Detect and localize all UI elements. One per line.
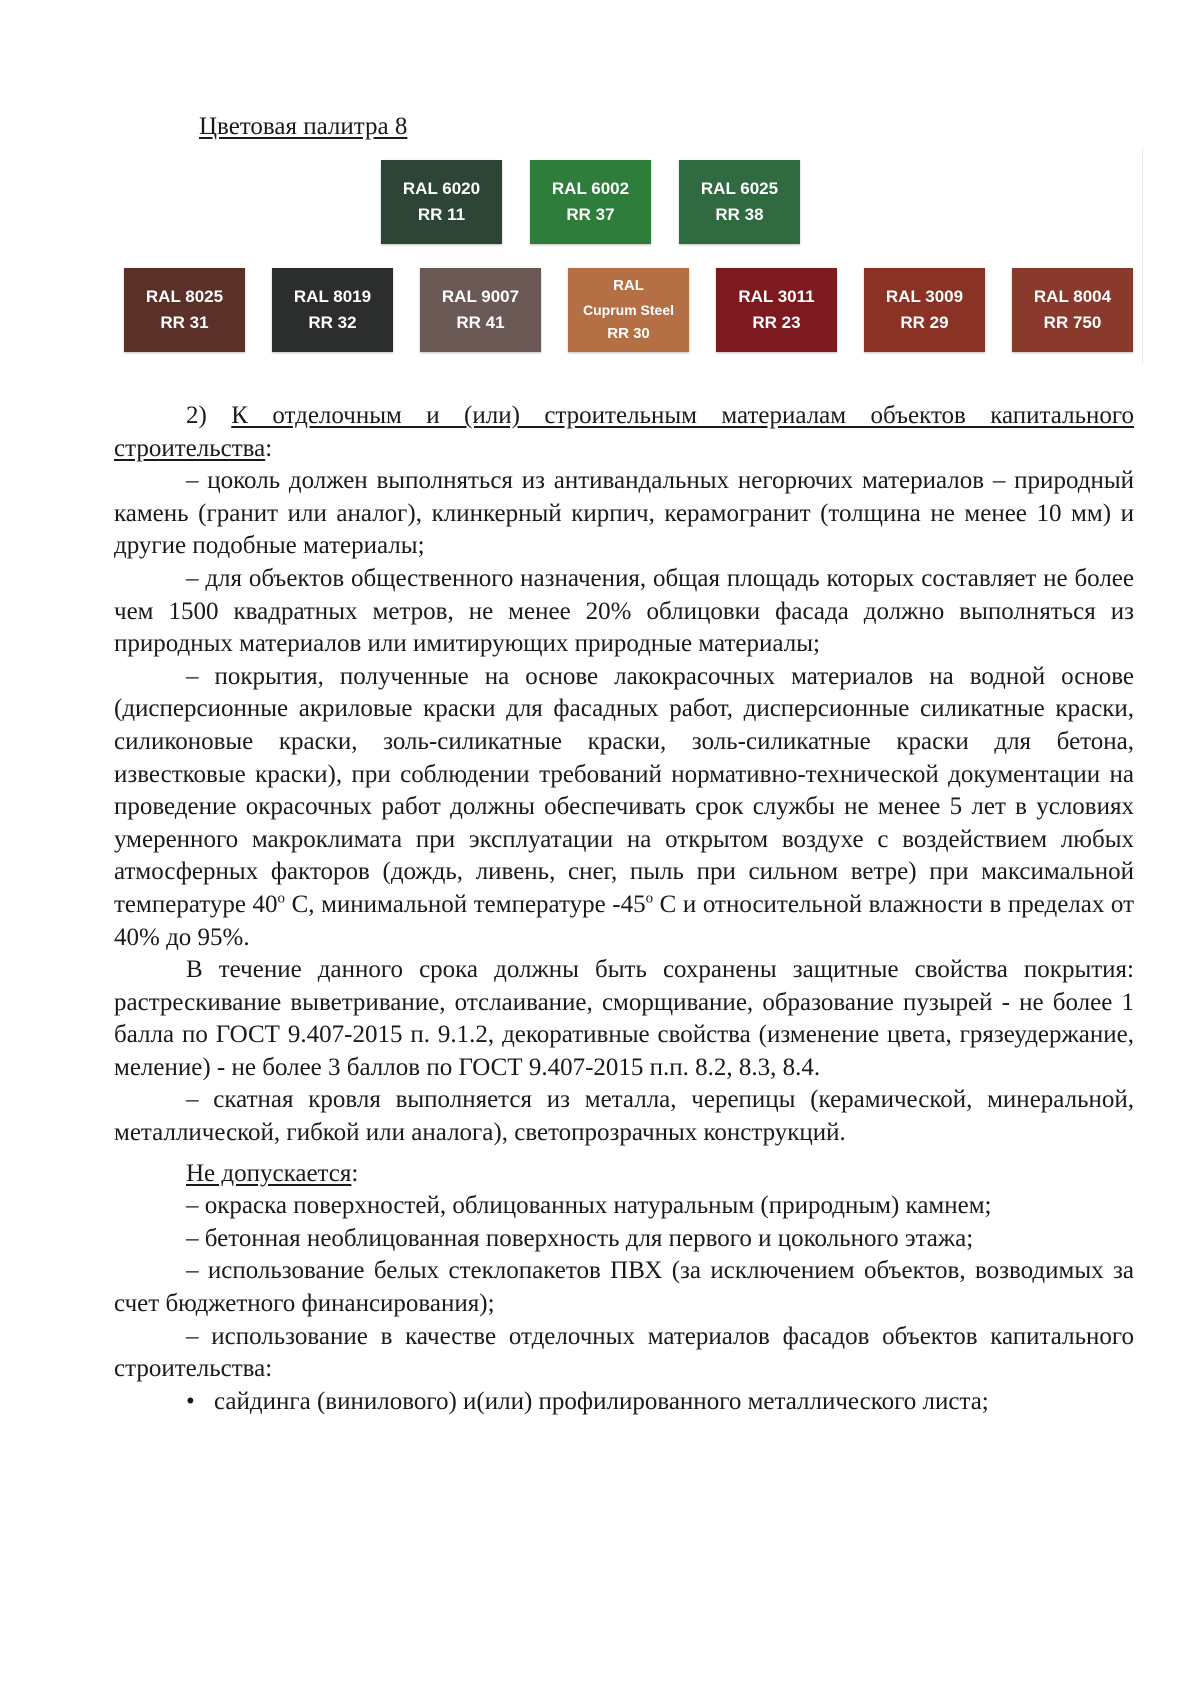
palette-caption: Цветовая палитра 8 <box>199 113 408 140</box>
swatch-code: RR 11 <box>417 205 466 224</box>
swatch-ral-8025 <box>124 268 245 352</box>
section-number: 2) <box>186 402 207 429</box>
coatings-text-b: С, минимальной температуре -45 <box>291 890 646 918</box>
not-allowed-heading <box>114 1158 1134 1191</box>
swatch-label: RAL 8025 <box>145 287 224 306</box>
swatch-label: RAL 6002 <box>551 179 630 198</box>
degree-sign: о <box>277 890 286 907</box>
swatch-ral-3011 <box>716 268 837 352</box>
swatch-label: RAL 8019 <box>293 287 372 306</box>
swatch-code: RR 38 <box>715 205 764 224</box>
body-text <box>114 400 1134 1418</box>
swatch-code: RR 41 <box>456 313 505 332</box>
not-allowed-item: – бетонная необлицованная поверхность для первого и цокольного этажа; <box>186 1224 974 1252</box>
not-allowed-item: – использование в качестве отделочных материалов фасадов объектов капитального строительства: <box>114 1322 1134 1383</box>
not-allowed-item: – окраска поверхностей, облицованных натуральным (природным) камнем; <box>186 1192 992 1220</box>
degree-sign: о <box>645 890 654 907</box>
not-allowed-colon: : <box>351 1159 359 1187</box>
color-palette <box>112 148 1143 365</box>
paragraph-plinth: – цоколь должен выполняться из антивандальных негорючих материалов – природный камень (гранит или аналог), клинкерный кирпич, керамогранит (толщина не менее 10 мм) и другие подобные материалы; <box>114 467 1134 560</box>
not-allowed-item: – использование белых стеклопакетов ПВХ (за исключением объектов, возводимых за счет бюджетного финансирования); <box>114 1257 1134 1318</box>
swatch-ral-6025 <box>679 160 800 244</box>
bullet-item <box>114 1386 1134 1419</box>
swatch-label: RAL 6025 <box>700 179 779 198</box>
swatch-code: RR 750 <box>1043 313 1102 332</box>
swatch-ral-3009 <box>864 268 985 352</box>
coatings-text-a: – покрытия, полученные на основе лакокрасочных материалов на водной основе (дисперсионные акриловые краски для фасадных работ, дисперсионные силикатные краски, силиконовые краски, золь-силикатные краски, золь-силикатные краски для бетона, известковые краски), при соблюдении требований нормативно-технической документации на проведение окрасочных работ должны обеспечивать срок службы не менее 5 лет в условиях умеренного макроклимата при эксплуатации на открытом воздухе с воздействием любых атмосферных факторов (дождь, ливень, снег, пыль при сильном ветре) при максимальной температуре 40 <box>114 662 1134 918</box>
coatings-text-c: С и относительной влажности в пределах от 40% до 95%. <box>114 890 1135 951</box>
swatch-label: RAL 3011 <box>738 287 815 306</box>
paragraph-coatings <box>114 661 1134 954</box>
not-allowed-title: Не допускается <box>186 1159 352 1187</box>
bullet-icon: • <box>186 1387 195 1415</box>
swatch-label: RAL 8004 <box>1033 287 1112 306</box>
swatch-ral-8019 <box>272 268 393 352</box>
swatch-label: RAL 9007 <box>441 287 520 306</box>
swatch-ral-8004 <box>1012 268 1133 352</box>
swatch-ral-cuprum-steel <box>568 268 689 352</box>
paragraph-roof: – скатная кровля выполняется из металла, черепицы (керамической, минеральной, металлической, гибкой или аналога), светопрозрачных конструкций. <box>114 1086 1134 1147</box>
swatch-label: RAL 6020 <box>402 179 481 198</box>
swatch-code: RR 37 <box>566 205 615 224</box>
swatch-ral-6020 <box>381 160 502 244</box>
paragraph-public-objects: – для объектов общественного назначения, общая площадь которых составляет не более чем 1500 квадратных метров, не менее 20% облицовки фасада должно выполняться из природных материалов или имитирующих природные материалы; <box>114 564 1134 658</box>
swatch-code: RR 23 <box>752 313 801 332</box>
swatch-label: RAL <box>613 277 644 294</box>
swatch-ral-6002 <box>530 160 651 244</box>
swatch-code: RR 30 <box>607 325 650 342</box>
swatch-code: RR 29 <box>900 313 949 332</box>
paragraph-term: В течение данного срока должны быть сохранены защитные свойства покрытия: растрескивание выветривание, отслаивание, сморщивание, образование пузырей - не более 1 балла по ГОСТ 9.407-2015 п. 9.1.2, декоративные свойства (изменение цвета, грязеудержание, меление) - не более 3 баллов по ГОСТ 9.407-2015 п.п. 8.2, 8.3, 8.4. <box>114 956 1134 1081</box>
section-heading <box>114 400 1134 465</box>
section-colon: : <box>265 434 273 462</box>
swatch-code: RR 31 <box>160 313 209 332</box>
section-title: К отделочным и (или) строительным материалам объектов капитального строительства <box>114 402 1134 462</box>
swatch-ral-9007 <box>420 268 541 352</box>
swatch-label: RAL 3009 <box>885 287 964 306</box>
swatch-code: RR 32 <box>308 313 357 332</box>
bullet-text: сайдинга (винилового) и(или) профилированного металлического листа; <box>214 1387 989 1415</box>
swatch-subname: Cuprum Steel <box>582 302 674 318</box>
